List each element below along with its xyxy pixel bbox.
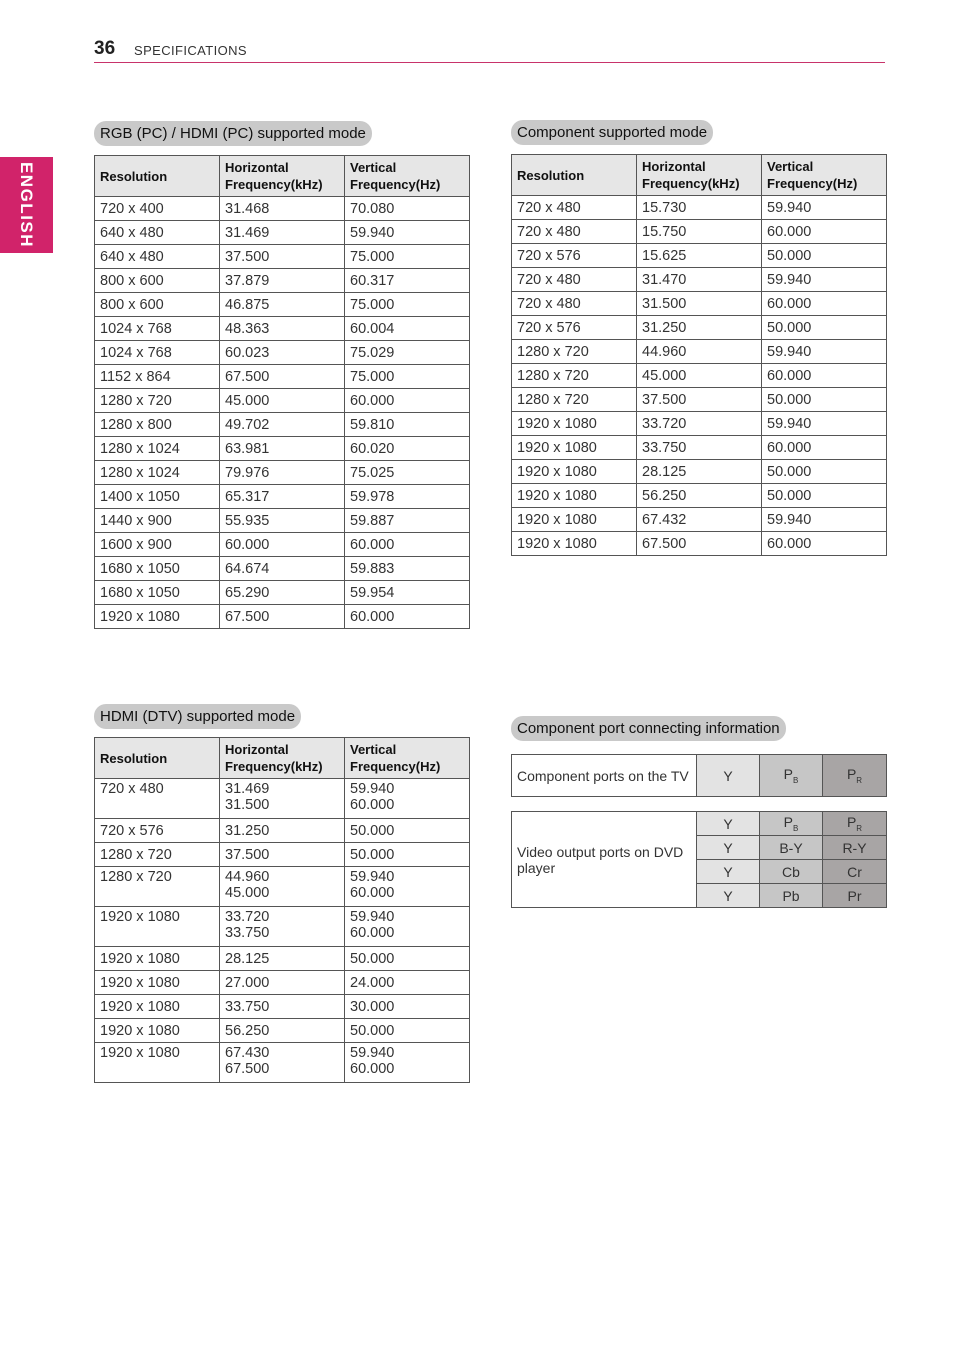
cell-horizontal-frequency: 45.000 (637, 364, 762, 388)
table-row (512, 220, 887, 244)
cell-resolution: 720 x 480 (95, 779, 220, 819)
cell-vertical-frequency: 60.020 (345, 437, 470, 461)
table-row (95, 819, 470, 843)
cell-horizontal-frequency: 37.500 (637, 388, 762, 412)
cell-vertical-frequency: 75.000 (345, 365, 470, 389)
table-row (95, 245, 470, 269)
cell-vertical-frequency: 30.000 (345, 995, 470, 1019)
cell-horizontal-frequency: 31.500 (637, 292, 762, 316)
table-row (95, 907, 470, 947)
cell-horizontal-frequency: 60.000 (220, 533, 345, 557)
cell-resolution: 720 x 576 (512, 316, 637, 340)
cell-resolution: 1920 x 1080 (512, 460, 637, 484)
tv-ports-table (511, 754, 887, 797)
cell-vertical-frequency: 75.029 (345, 341, 470, 365)
cell-resolution: 720 x 480 (512, 220, 637, 244)
tv-port-pb: $P_B$ (760, 755, 823, 797)
cell-resolution: 1280 x 800 (95, 413, 220, 437)
table-row (512, 196, 887, 220)
cell-resolution: 1024 x 768 (95, 317, 220, 341)
table-row (512, 460, 887, 484)
page-number: 36 (94, 38, 116, 59)
cell-resolution: 1280 x 720 (512, 364, 637, 388)
col-header-horizontal: Horizontal Frequency(kHz) (220, 738, 345, 779)
cell-horizontal-frequency: 31.470 (637, 268, 762, 292)
cell-horizontal-frequency: 33.750 (220, 995, 345, 1019)
cell-vertical-frequency: 60.004 (345, 317, 470, 341)
cell-resolution: 1920 x 1080 (512, 532, 637, 556)
table-row (95, 947, 470, 971)
cell-vertical-frequency: 59.954 (345, 581, 470, 605)
cell-vertical-frequency: 60.000 (345, 533, 470, 557)
table-row (95, 843, 470, 867)
cell-resolution: 640 x 480 (95, 245, 220, 269)
cell-resolution: 800 x 600 (95, 293, 220, 317)
cell-vertical-frequency: 75.000 (345, 293, 470, 317)
cell-resolution: 1280 x 720 (512, 388, 637, 412)
table-row (95, 485, 470, 509)
tv-ports-label: Component ports on the TV (512, 755, 697, 797)
table-row (95, 461, 470, 485)
table-row (512, 340, 887, 364)
cell-resolution: 1920 x 1080 (512, 484, 637, 508)
table-row (512, 508, 887, 532)
table-row (95, 1043, 470, 1083)
dvd-port-y: Y (697, 860, 760, 884)
cell-resolution: 640 x 480 (95, 221, 220, 245)
table-row (95, 995, 470, 1019)
cell-resolution: 1400 x 1050 (95, 485, 220, 509)
cell-vertical-frequency: 59.940 (762, 340, 887, 364)
cell-resolution: 1440 x 900 (95, 509, 220, 533)
cell-vertical-frequency: 59.978 (345, 485, 470, 509)
cell-horizontal-frequency: 63.981 (220, 437, 345, 461)
dvd-port-r-y: R-Y (823, 836, 887, 860)
dvd-port-pr: $P_R$ (823, 812, 887, 836)
table-row (512, 388, 887, 412)
table-row (512, 412, 887, 436)
cell-resolution: 1920 x 1080 (95, 995, 220, 1019)
cell-horizontal-frequency: 28.125 (637, 460, 762, 484)
tv-port-pr: $P_R$ (823, 755, 887, 797)
table-row (95, 317, 470, 341)
cell-horizontal-frequency: 67.500 (220, 605, 345, 629)
table-row (95, 293, 470, 317)
cell-horizontal-frequency: 31.469 (220, 221, 345, 245)
cell-resolution: 1280 x 1024 (95, 437, 220, 461)
cell-vertical-frequency: 59.940 (762, 412, 887, 436)
rgb-pc-title: RGB (PC) / HDMI (PC) supported mode (94, 121, 372, 146)
table-row (512, 244, 887, 268)
table-row (512, 316, 887, 340)
table-row (95, 867, 470, 907)
cell-horizontal-frequency: 79.976 (220, 461, 345, 485)
dvd-port-y: Y (697, 884, 760, 908)
language-tab (0, 157, 53, 253)
cell-resolution: 1280 x 720 (512, 340, 637, 364)
table-row (95, 509, 470, 533)
table-row (95, 437, 470, 461)
dvd-port-cb: Cb (760, 860, 823, 884)
dvd-port-y: Y (697, 836, 760, 860)
cell-horizontal-frequency: 48.363 (220, 317, 345, 341)
col-header-horizontal: Horizontal Frequency(kHz) (637, 155, 762, 196)
cell-vertical-frequency: 59.940 (762, 508, 887, 532)
cell-vertical-frequency: 70.080 (345, 197, 470, 221)
cell-vertical-frequency: 59.940 60.000 (345, 779, 470, 819)
col-header-resolution: Resolution (95, 738, 220, 779)
dvd-ports-table (511, 811, 887, 908)
col-header-vertical: Vertical Frequency(Hz) (345, 156, 470, 197)
cell-resolution: 1680 x 1050 (95, 581, 220, 605)
cell-vertical-frequency: 60.000 (762, 436, 887, 460)
cell-horizontal-frequency: 45.000 (220, 389, 345, 413)
cell-horizontal-frequency: 15.750 (637, 220, 762, 244)
cell-vertical-frequency: 59.810 (345, 413, 470, 437)
cell-vertical-frequency: 24.000 (345, 971, 470, 995)
table-row (95, 341, 470, 365)
col-header-resolution: Resolution (95, 156, 220, 197)
dvd-port-pr-label: Pr (823, 884, 887, 908)
cell-horizontal-frequency: 46.875 (220, 293, 345, 317)
cell-resolution: 1920 x 1080 (95, 605, 220, 629)
cell-vertical-frequency: 60.000 (345, 389, 470, 413)
cell-horizontal-frequency: 37.500 (220, 843, 345, 867)
table-row (95, 197, 470, 221)
cell-horizontal-frequency: 64.674 (220, 557, 345, 581)
cell-resolution: 1280 x 1024 (95, 461, 220, 485)
component-title: Component supported mode (511, 120, 713, 145)
rgb-pc-table (94, 155, 470, 629)
language-tab-label: ENGLISH (17, 161, 36, 249)
cell-horizontal-frequency: 44.960 45.000 (220, 867, 345, 907)
cell-resolution: 1152 x 864 (95, 365, 220, 389)
cell-horizontal-frequency: 56.250 (637, 484, 762, 508)
cell-horizontal-frequency: 65.317 (220, 485, 345, 509)
table-row (512, 532, 887, 556)
cell-vertical-frequency: 75.000 (345, 245, 470, 269)
cell-horizontal-frequency: 56.250 (220, 1019, 345, 1043)
cell-horizontal-frequency: 55.935 (220, 509, 345, 533)
cell-resolution: 1920 x 1080 (95, 1043, 220, 1083)
cell-resolution: 1280 x 720 (95, 867, 220, 907)
hdmi-dtv-table (94, 737, 470, 1083)
cell-horizontal-frequency: 15.625 (637, 244, 762, 268)
cell-horizontal-frequency: 31.469 31.500 (220, 779, 345, 819)
cell-resolution: 720 x 576 (95, 819, 220, 843)
cell-resolution: 1920 x 1080 (95, 947, 220, 971)
cell-resolution: 1024 x 768 (95, 341, 220, 365)
cell-vertical-frequency: 60.000 (762, 364, 887, 388)
cell-resolution: 1280 x 720 (95, 843, 220, 867)
cell-resolution: 720 x 480 (512, 268, 637, 292)
cell-resolution: 1920 x 1080 (512, 412, 637, 436)
cell-resolution: 1920 x 1080 (95, 1019, 220, 1043)
table-row (95, 389, 470, 413)
cell-resolution: 800 x 600 (95, 269, 220, 293)
dvd-port-cr: Cr (823, 860, 887, 884)
cell-resolution: 720 x 480 (512, 292, 637, 316)
cell-horizontal-frequency: 33.720 (637, 412, 762, 436)
table-row (512, 484, 887, 508)
table-row (512, 268, 887, 292)
cell-vertical-frequency: 50.000 (762, 388, 887, 412)
cell-vertical-frequency: 59.940 60.000 (345, 1043, 470, 1083)
cell-horizontal-frequency: 44.960 (637, 340, 762, 364)
cell-horizontal-frequency: 67.500 (637, 532, 762, 556)
table-row (512, 292, 887, 316)
cell-horizontal-frequency: 60.023 (220, 341, 345, 365)
cell-resolution: 1280 x 720 (95, 389, 220, 413)
cell-vertical-frequency: 59.940 60.000 (345, 907, 470, 947)
cell-horizontal-frequency: 33.750 (637, 436, 762, 460)
dvd-port-pb: $P_B$ (760, 812, 823, 836)
table-row (95, 269, 470, 293)
cell-resolution: 720 x 480 (512, 196, 637, 220)
cell-resolution: 720 x 400 (95, 197, 220, 221)
cell-horizontal-frequency: 31.250 (637, 316, 762, 340)
cell-horizontal-frequency: 37.500 (220, 245, 345, 269)
dvd-ports-label: Video output ports on DVD player (512, 812, 697, 908)
table-row (95, 365, 470, 389)
cell-horizontal-frequency: 31.250 (220, 819, 345, 843)
cell-vertical-frequency: 50.000 (345, 1019, 470, 1043)
cell-horizontal-frequency: 49.702 (220, 413, 345, 437)
tv-port-y: Y (697, 755, 760, 797)
cell-vertical-frequency: 60.000 (762, 292, 887, 316)
cell-resolution: 720 x 576 (512, 244, 637, 268)
page-header (94, 38, 885, 63)
cell-horizontal-frequency: 67.432 (637, 508, 762, 532)
cell-vertical-frequency: 50.000 (762, 484, 887, 508)
col-header-horizontal: Horizontal Frequency(kHz) (220, 156, 345, 197)
table-row (95, 605, 470, 629)
cell-horizontal-frequency: 15.730 (637, 196, 762, 220)
cell-vertical-frequency: 50.000 (762, 244, 887, 268)
cell-resolution: 1920 x 1080 (512, 436, 637, 460)
cell-vertical-frequency: 59.940 60.000 (345, 867, 470, 907)
hdmi-dtv-title: HDMI (DTV) supported mode (94, 704, 301, 729)
table-row (95, 413, 470, 437)
col-header-vertical: Vertical Frequency(Hz) (345, 738, 470, 779)
cell-vertical-frequency: 59.887 (345, 509, 470, 533)
cell-resolution: 1680 x 1050 (95, 557, 220, 581)
cell-resolution: 1920 x 1080 (512, 508, 637, 532)
dvd-port-y: Y (697, 812, 760, 836)
table-row (95, 1019, 470, 1043)
cell-vertical-frequency: 50.000 (345, 843, 470, 867)
table-row (95, 557, 470, 581)
table-row (512, 436, 887, 460)
cell-vertical-frequency: 60.000 (762, 220, 887, 244)
cell-resolution: 1920 x 1080 (95, 907, 220, 947)
cell-vertical-frequency: 60.000 (345, 605, 470, 629)
component-table (511, 154, 887, 556)
cell-vertical-frequency: 59.940 (762, 196, 887, 220)
cell-horizontal-frequency: 65.290 (220, 581, 345, 605)
cell-vertical-frequency: 50.000 (762, 316, 887, 340)
cell-vertical-frequency: 59.940 (762, 268, 887, 292)
col-header-resolution: Resolution (512, 155, 637, 196)
table-row (95, 581, 470, 605)
cell-horizontal-frequency: 27.000 (220, 971, 345, 995)
table-row (95, 779, 470, 819)
cell-horizontal-frequency: 33.720 33.750 (220, 907, 345, 947)
dvd-port-b-y: B-Y (760, 836, 823, 860)
table-row (95, 221, 470, 245)
table-row (512, 364, 887, 388)
port-info-title: Component port connecting information (511, 716, 786, 741)
cell-vertical-frequency: 59.940 (345, 221, 470, 245)
dvd-port-pb-label: Pb (760, 884, 823, 908)
cell-vertical-frequency: 50.000 (345, 819, 470, 843)
cell-vertical-frequency: 60.317 (345, 269, 470, 293)
cell-horizontal-frequency: 37.879 (220, 269, 345, 293)
cell-vertical-frequency: 50.000 (345, 947, 470, 971)
cell-horizontal-frequency: 28.125 (220, 947, 345, 971)
cell-horizontal-frequency: 67.500 (220, 365, 345, 389)
cell-resolution: 1920 x 1080 (95, 971, 220, 995)
table-row (95, 533, 470, 557)
cell-vertical-frequency: 59.883 (345, 557, 470, 581)
cell-vertical-frequency: 50.000 (762, 460, 887, 484)
cell-resolution: 1600 x 900 (95, 533, 220, 557)
cell-vertical-frequency: 60.000 (762, 532, 887, 556)
table-row (95, 971, 470, 995)
cell-horizontal-frequency: 31.468 (220, 197, 345, 221)
col-header-vertical: Vertical Frequency(Hz) (762, 155, 887, 196)
cell-horizontal-frequency: 67.430 67.500 (220, 1043, 345, 1083)
section-name: SPECIFICATIONS (134, 43, 247, 58)
cell-vertical-frequency: 75.025 (345, 461, 470, 485)
